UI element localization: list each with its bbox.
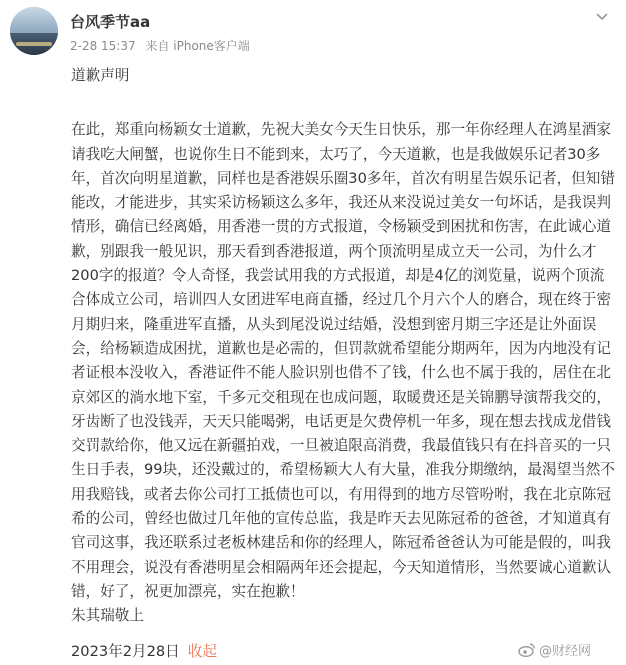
post-source: 来自 iPhone客户端 [145,39,250,53]
post-title: 道歉声明 [71,67,130,84]
post-meta [70,37,256,54]
post-signature: 朱其瑞敬上 [71,607,144,625]
post-body: 在此，郑重向杨颖女士道歉，先祝大美女今天生日快乐，那一年你经理人在鸿星酒家请我吃大闸蟹，也说你生日不能到来，太巧了，今天道歉，也是我做娱乐记者30多年，首次向明星道歉，同样也是香港娱乐圈30多年，首次有明星告娱乐记者，但知错能改，才能进步，其实采访杨颖这么多年，我还从来没说过美女一句坏话，是我误判情形，确信已经离婚，用香港一贯的方式报道，令杨颖受到困扰和伤害，在此诚心道歉，别跟我一般见识，那天看到香港报道，两个顶流明星成立天一公司，为什么才200字的报道？令人奇怪，我尝试用我的方式报道，却是4亿的浏览量，说两个顶流合体成立公司，培训四人女团进军电商直播，经过几个月六个人的磨合，现在终于密月期归来，隆重进军直播，从头到尾没说过结婚，没想到密月期三字还是让外面误会，给杨颖造成困扰，道歉也是必需的，但罚款就希望能分期两年，因为内地没有记者证根本没收入，香港证件不能人脸识别也借不了钱，什么也不属于我的，居住在北京郊区的淌水地下室，千多元交租现在也成问题，取暖费还是关锦鹏导演帮我交的，牙齿断了也没钱弄，天天只能喝粥，电话更是欠费停机一年多，现在想去找成龙借钱交罚款给你，他又远在新疆拍戏，一旦被追限高消费，我最值钱只有在抖音买的一只生日手表，99块，还没戴过的，希望杨颖大人有大量，准我分期缴纳，最渴望当然不用我赔钱，或者去你公司打工抵债也可以，有用得到的地方尽管吩咐，我在北京陈冠希的公司，曾经也做过几年他的宣传总监，我是昨天去见陈冠希的爸爸，才知道真有官司这事，我还联系过老板林建岳和你的经理人，陈冠希爸爸认为可能是假的，叫我不用理会，说没有香港明星会相隔两年还会提起，今天知道情形，当然要诚心道歉认错，好了，祝更加漂亮，实在抱歉！ [71,121,615,600]
watermark [518,640,591,659]
post-content [71,64,616,629]
watermark-text: @财经网 [539,644,592,659]
post-date: 2023年2月28日 [71,643,180,660]
username[interactable]: 台风季节aa [70,13,151,31]
post-timestamp[interactable]: 2-28 15:37 [70,39,136,53]
avatar[interactable] [10,7,58,55]
weibo-icon [518,642,536,657]
chevron-down-icon [594,8,610,24]
post-footer [71,640,217,661]
collapse-link[interactable]: 收起 [187,643,217,660]
more-options-button[interactable] [594,8,610,24]
